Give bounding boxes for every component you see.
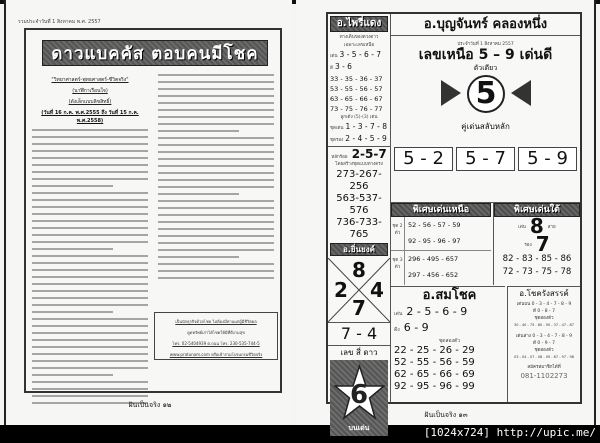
article-date-line: (วันที่ 16 ก.ค. พ.ศ.2555 ถึง วันที่ 15 ก.ค. พ.ศ.2558) [41,110,139,124]
text-line [32,213,148,215]
text-line [32,311,113,313]
cross-top: 8 [352,258,366,282]
text-line [158,270,274,272]
text-line [158,172,274,174]
text-line [158,123,274,125]
text-line [32,276,148,278]
side-row-set-main: ชุดเด่น 1 - 3 - 7 - 8 [330,122,388,131]
text-line [158,207,274,209]
text-line [32,332,148,334]
arrow-left-icon [511,80,531,106]
south-main: เด่น 8 สาย [518,214,556,238]
text-line [32,136,148,138]
side-note-2: เฉพาะเลขเหนือ [343,43,375,48]
single-label: ตัวเดียว [473,64,498,72]
special-north-two-digit [391,217,491,251]
text-line [158,263,274,265]
single-number-block [391,74,580,118]
special-north [391,203,491,285]
text-line [158,200,274,202]
chok-phone: 081-1102273 [520,372,568,380]
side-number-row: 33 - 35 - 36 - 37 [330,75,383,83]
banner-title: ดาวแบคคัส ตอบคนมีโชค [51,43,259,64]
text-line [32,157,148,159]
text-line [158,242,274,244]
side-row-main: เด่น 3 - 5 - 6 - 7 [330,50,382,59]
text-line [32,388,148,390]
article-subtitle-2: (นาฬิกาเรือนใจ) [72,88,108,94]
arrow-right-icon [441,80,461,106]
text-line [158,109,274,111]
south-line: 72 - 73 - 75 - 78 [502,267,572,277]
text-line [158,165,274,167]
text-line [32,339,148,341]
somchok-pairs-label: ชุดสองตัว [438,338,461,344]
chok-title: อ.โชครังสรรค์ [519,289,569,298]
text-line [32,395,148,397]
article-column-2 [158,74,274,284]
text-line [158,228,274,230]
three-digit-row: 296 - 495 - 657 [408,255,459,263]
special-grid [391,202,580,284]
special-south [493,203,580,285]
text-line [32,318,148,320]
text-line [158,193,239,195]
chok-block1-pairs: 30 - 40 - 75 - 80 - 90 - 37 - 47 - 87 [513,323,575,327]
somchok-box [391,286,505,402]
pair-box: 5 - 9 [518,147,577,171]
chok-block1: เด่นบน 0 - 3 - 4 - 7 - 8 - 9 [516,302,572,307]
three-digit-label: ชุด 3 ตัว [391,251,405,285]
text-line [32,304,148,306]
main-title: อ.บุญจันทร์ คลองหนึ่ง [391,14,580,36]
chok-block2: เด่นล่าง 0 - 3 - 4 - 7 - 8 - 9 [515,334,573,339]
chok-block2-sub: ดี 0 - 9 - 7 [533,341,555,346]
chok-block2-pairs: 03 - 04 - 07 - 08 - 09 - 87 - 97 - 98 [513,355,575,359]
text-line [158,116,274,118]
text-line [32,255,148,257]
text-line [32,346,148,348]
pairs-row [391,133,580,171]
side-number-row: 63 - 65 - 66 - 67 [330,95,383,103]
text-line [158,151,274,153]
article-subtitle-3: (ดังเล็กแบบลิขสิทธิ์) [68,99,112,105]
somchok-pair-row: 52 - 55 - 56 - 59 [394,357,475,368]
ad-line-1: เป็นนักธุรกิจด้วยโชค ไม่ต้องมีทานแก่ผู้มีชีวิตผล [175,319,257,324]
right-page [296,0,596,432]
cross-left: 2 [334,278,348,302]
article-body-col2 [158,74,274,279]
article-body-col1 [32,129,148,404]
triple-row: 563-537-576 [336,193,382,216]
somchok-title: อ.สมโชค [422,288,477,303]
page-footer-right: ฝันเป็นจริง ๑๓ [424,411,468,419]
text-line [158,158,274,160]
text-line [158,74,274,76]
text-line [32,262,148,264]
text-line [32,360,148,362]
chok-contact-note: สมัครสมาชิกได้ที่ [527,365,561,370]
side-lucky-line: ลูกเด้ง (5)-(3) เด่น [340,115,378,120]
special-north-title: พิเศษเด่นเหนือ [391,203,491,217]
article-subtitle-1: "วิทยาศาสตร์-พุทธศาสตร์-ชีวิตจริง" [51,77,129,83]
text-line [158,256,239,258]
text-line [32,248,113,250]
pair-box: 5 - 2 [394,147,453,171]
text-line [158,221,274,223]
chok-block1-sub: ดี 0 - 8 - 7 [533,309,555,314]
main-column [391,14,580,392]
text-line [158,186,274,188]
left-page [4,0,292,425]
triple-note: โดยสร้างชุดแบบทางตรง [335,162,383,167]
side-column [328,14,391,432]
cross-right: 4 [370,278,384,302]
single-number: 5 [467,75,505,113]
star-caption: บนเด่น [348,424,370,432]
chok-box [507,286,580,402]
star-number: 6 [349,380,369,410]
text-line [158,144,274,146]
main-headline: เลขเหนือ 5 – 9 เด่นดี [418,47,553,63]
text-line [32,185,113,187]
somchok-pair-row: 22 - 25 - 26 - 29 [394,345,475,356]
page-footer-left: ฝันเป็นจริง ๑๒ [128,401,172,409]
text-line [158,214,274,216]
text-line [32,178,148,180]
side-note-1: ทางเดินของดวงดาว [339,35,379,40]
text-line [158,95,274,97]
somchok-pair-row: 62 - 65 - 66 - 69 [394,369,475,380]
text-line [158,249,274,251]
cross-pair: 7 - 4 [328,322,390,346]
text-line [158,137,274,139]
article-box [24,28,282,393]
somchok-pair-row: 92 - 95 - 96 - 99 [394,381,475,392]
pairs-label: คู่เด่นสลับหลัก [461,122,510,131]
text-line [32,290,148,292]
text-line [158,235,274,237]
text-line [32,353,148,355]
cross-bottom: 7 [352,296,366,320]
star-label: เลข สี่ ดาว [340,348,378,357]
cross-diagram [328,258,390,322]
side-row-set-second: ชุดรอง 2 - 4 - 5 - 9 [330,134,387,143]
article-column-1 [32,74,148,409]
star-box [330,360,388,436]
running-head: รวมประจำวันที่ 1 สิงหาคม พ.ศ. 2557 [18,19,101,25]
somchok-main: เด่น 2 - 5 - 6 - 9 [394,305,468,318]
text-line [32,192,148,194]
side-row-good: ดี 3 - 6 [330,62,352,71]
text-line [158,81,274,83]
text-line [32,143,148,145]
ad-line-2: ดูดทรัพย์เก่าได้โชคให้มีที่ดีงามสุข [187,330,245,335]
text-line [158,88,274,90]
watermark: [1024x724] http://upic.me/ [423,426,596,439]
text-line [32,283,148,285]
south-second: รอง 7 [524,232,550,256]
text-line [32,374,113,376]
main-date: ประจำวันที่ 1 สิงหาคม 2557 [457,42,514,47]
special-south-title: พิเศษเด่นใต้ [494,203,580,217]
two-digit-row: 52 - 56 - 57 - 59 [408,221,461,229]
triple-row: 273-267-256 [336,169,382,192]
text-line [158,130,239,132]
text-line [32,150,148,152]
triple-row: 736-733-765 [336,217,382,240]
text-line [32,234,148,236]
text-line [32,227,148,229]
special-north-three-digit [391,251,491,285]
text-line [32,297,148,299]
side-number-row: 73 - 75 - 76 - 77 [330,105,383,113]
text-line [32,241,148,243]
pair-box: 5 - 7 [456,147,515,171]
ad-line-3: โทร. 02-5404939 ต.ถนน โทร. 230-535-744-5 [172,341,260,346]
side-number-row: 53 - 55 - 56 - 57 [330,85,383,93]
ad-line-4: www.pratunam.com หรือเข้าร่วมโปรแกรมชีวิตจริง [169,352,263,357]
south-line: 82 - 83 - 85 - 86 [502,254,572,264]
text-line [32,367,148,369]
cross-title: อ.ยิ่นยงค์ [330,243,388,256]
side-title: อ.ไพรี่แดง [330,16,388,32]
text-line [32,325,148,327]
text-line [158,277,274,279]
article-banner [42,40,268,66]
three-digit-row: 297 - 456 - 652 [408,271,459,279]
text-line [32,220,148,222]
advertisement-box [154,312,278,360]
text-line [32,129,148,131]
two-digit-row: 92 - 95 - 96 - 97 [408,237,461,245]
text-line [32,381,148,383]
text-line [158,179,274,181]
chok-block1-pairs-label: ชุดสองตัว [534,316,554,321]
text-line [32,164,148,166]
text-line [158,102,274,104]
triple-main: หลักร้อย 2-5-7 [331,147,387,161]
two-digit-label: ชุด 2 ตัว [391,217,405,250]
text-line [32,199,148,201]
chok-block2-pairs-label: ชุดสองตัว [534,348,554,353]
somchok-sub: ดีง 6 - 9 [394,321,429,334]
text-line [32,206,148,208]
text-line [32,171,148,173]
text-line [32,269,148,271]
